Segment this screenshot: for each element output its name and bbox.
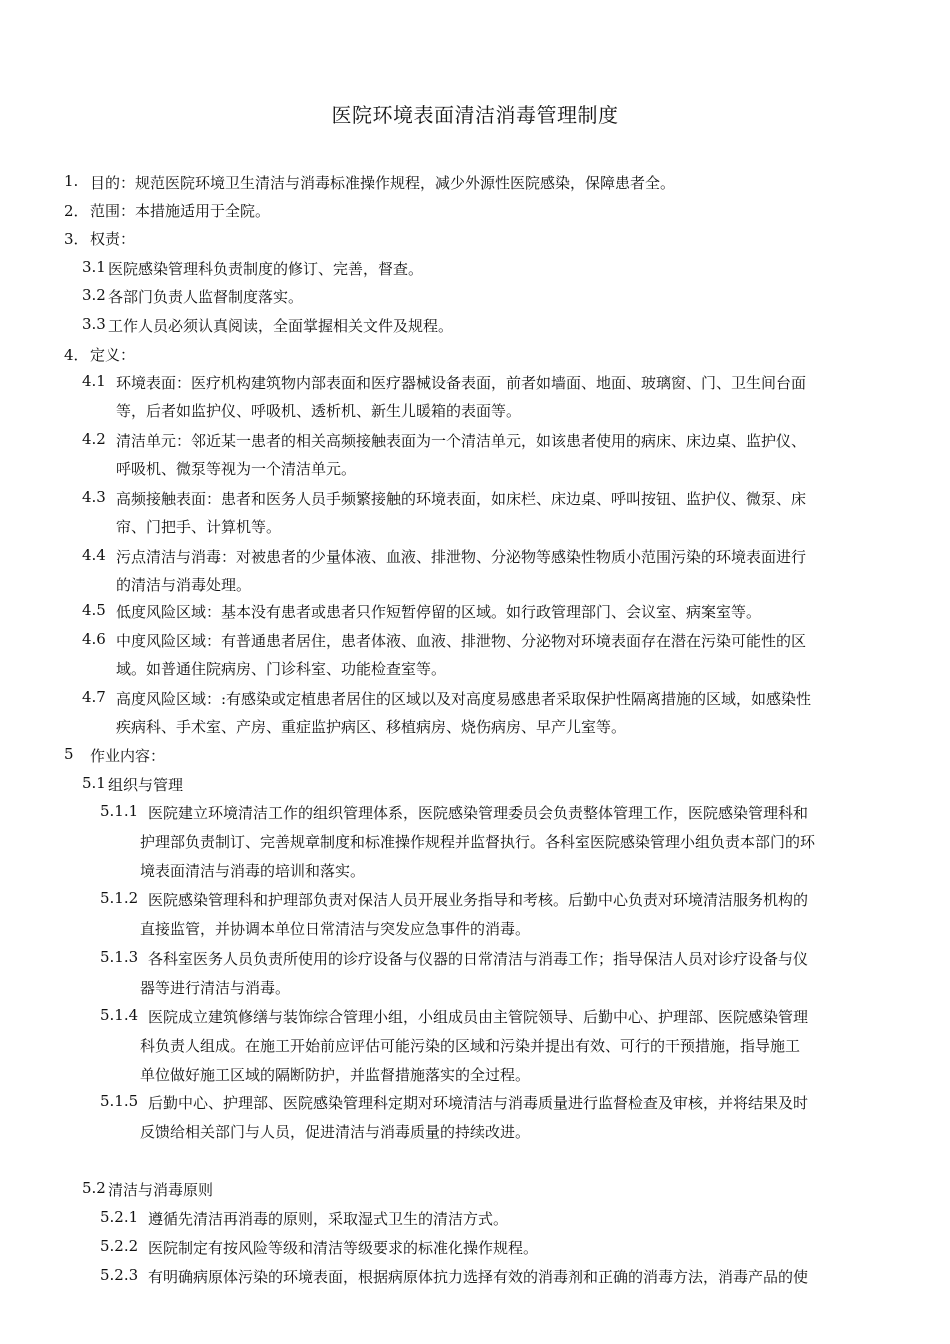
section-text-line: 高频接触表面：患者和医务人员手频繁接触的环境表面，如床栏、床边桌、呼叫按钮、监护仪、微泵、床 [116,490,807,508]
section-number: 5.2.3 [100,1266,139,1284]
section-text-line: 污点清洁与消毒：对被患者的少量体液、血液、排泄物、分泌物等感染性物质小范围污染的环境表面进行 [116,548,807,566]
section-text-line: 直接监管，并协调本单位日常清洁与突发应急事件的消毒。 [140,920,531,938]
section-text-line: 医院建立环境清洁工作的组织管理体系，医院感染管理委员会负责整体管理工作，医院感染管理科和 [148,804,809,822]
section-text-line: 呼吸机、微泵等视为一个清洁单元。 [116,460,357,478]
section-number: 3.2 [82,286,106,304]
section-text-line: 境表面清洁与消毒的培训和落实。 [140,862,366,880]
section-text-line: 权责： [90,230,136,248]
section-text-line: 中度风险区域：有普通患者居住，患者体液、血液、排泄物、分泌物对环境表面存在潜在污染可能性的区 [116,632,807,650]
section-number: 5.2 [82,1179,106,1197]
section-number: 4.2 [82,430,106,448]
section-number: 4.4 [82,546,106,564]
section-text-line: 科负责人组成。在施工开始前应评估可能污染的区域和污染并提出有效、可行的干预措施，指导施工 [140,1037,801,1055]
section-text-line: 低度风险区域：基本没有患者或患者只作短暂停留的区域。如行政管理部门、会议室、病案室等。 [116,603,762,621]
section-number: 5.1.1 [100,802,139,820]
section-text-line: 器等进行清洁与消毒。 [140,979,291,997]
section-text-line: 各部门负责人监督制度落实。 [108,288,304,306]
section-text-line: 作业内容： [90,747,166,765]
section-text-line: 清洁与消毒原则 [108,1181,214,1199]
section-text-line: 遵循先清洁再消毒的原则，采取湿式卫生的清洁方式。 [148,1210,509,1228]
section-text-line: 疾病科、手术室、产房、重症监护病区、移植病房、烧伤病房、早产儿室等。 [116,718,627,736]
section-text-line: 反馈给相关部门与人员，促进清洁与消毒质量的持续改进。 [140,1123,531,1141]
section-number: 5.2.2 [100,1237,139,1255]
section-text-line: 高度风险区域：:有感染或定植患者居住的区域以及对高度易感患者采取保护性隔离措施的区域，如感染性 [116,690,812,708]
section-text-line: 医院感染管理科负责制度的修订、完善，督查。 [108,260,424,278]
section-text-line: 工作人员必须认真阅读，全面掌握相关文件及规程。 [108,317,454,335]
section-text-line: 医院成立建筑修缮与装饰综合管理小组，小组成员由主管院领导、后勤中心、护理部、医院感染管理 [148,1008,809,1026]
section-number: 4.6 [82,630,106,648]
section-text-line: 各科室医务人员负责所使用的诊疗设备与仪器的日常清洁与消毒工作；指导保洁人员对诊疗设备与仪 [148,950,809,968]
section-text-line: 等，后者如监护仪、呼吸机、透析机、新生儿暖箱的表面等。 [116,402,522,420]
section-number: 5.2.1 [100,1208,139,1226]
section-text-line: 环境表面：医疗机构建筑物内部表面和医疗器械设备表面，前者如墙面、地面、玻璃窗、门、卫生间台面 [116,374,807,392]
section-number: 3． [64,230,89,248]
section-text-line: 医院感染管理科和护理部负责对保洁人员开展业务指导和考核。后勤中心负责对环境清洁服务机构的 [148,891,809,909]
section-number: 4.1 [82,372,106,390]
section-text-line: 清洁单元：邻近某一患者的相关高频接触表面为一个清洁单元，如该患者使用的病床、床边桌、监护仪、 [116,432,807,450]
section-number: 2． [64,202,89,220]
section-text-line: 定义： [90,346,136,364]
section-number: 3.3 [82,315,106,333]
section-text-line: 后勤中心、护理部、医院感染管理科定期对环境清洁与消毒质量进行监督检查及审核，并将结果及时 [148,1094,809,1112]
section-text-line: 医院制定有按风险等级和清洁等级要求的标准化操作规程。 [148,1239,539,1257]
section-number: 5 [64,745,74,763]
section-text-line: 范围：本措施适用于全院。 [90,202,271,220]
section-number: 5.1.3 [100,948,139,966]
section-number: 5.1.4 [100,1006,139,1024]
section-number: 5.1 [82,774,106,792]
section-text-line: 有明确病原体污染的环境表面，根据病原体抗力选择有效的消毒剂和正确的消毒方法，消毒产品的使 [148,1268,809,1286]
section-number: 4.3 [82,488,106,506]
section-number: 1. [64,172,79,190]
section-number: 4． [64,346,89,364]
section-number: 3.1 [82,258,106,276]
section-number: 5.1.5 [100,1092,139,1110]
section-text-line: 的清洁与消毒处理。 [116,576,252,594]
section-number: 4.5 [82,601,106,619]
section-number: 4.7 [82,688,106,706]
section-text-line: 单位做好施工区域的隔断防护，并监督措施落实的全过程。 [140,1066,531,1084]
document-title: 医院环境表面清洁消毒管理制度 [331,103,619,127]
section-number: 5.1.2 [100,889,139,907]
section-text-line: 帘、门把手、计算机等。 [116,518,282,536]
section-text-line: 护理部负责制订、完善规章制度和标准操作规程并监督执行。各科室医院感染管理小组负责本部门的环 [140,833,816,851]
section-text-line: 组织与管理 [108,776,184,794]
section-text-line: 目的：规范医院环境卫生清洁与消毒标准操作规程，减少外源性医院感染，保障患者全。 [90,174,676,192]
section-text-line: 域。如普通住院病房、门诊科室、功能检查室等。 [116,660,447,678]
